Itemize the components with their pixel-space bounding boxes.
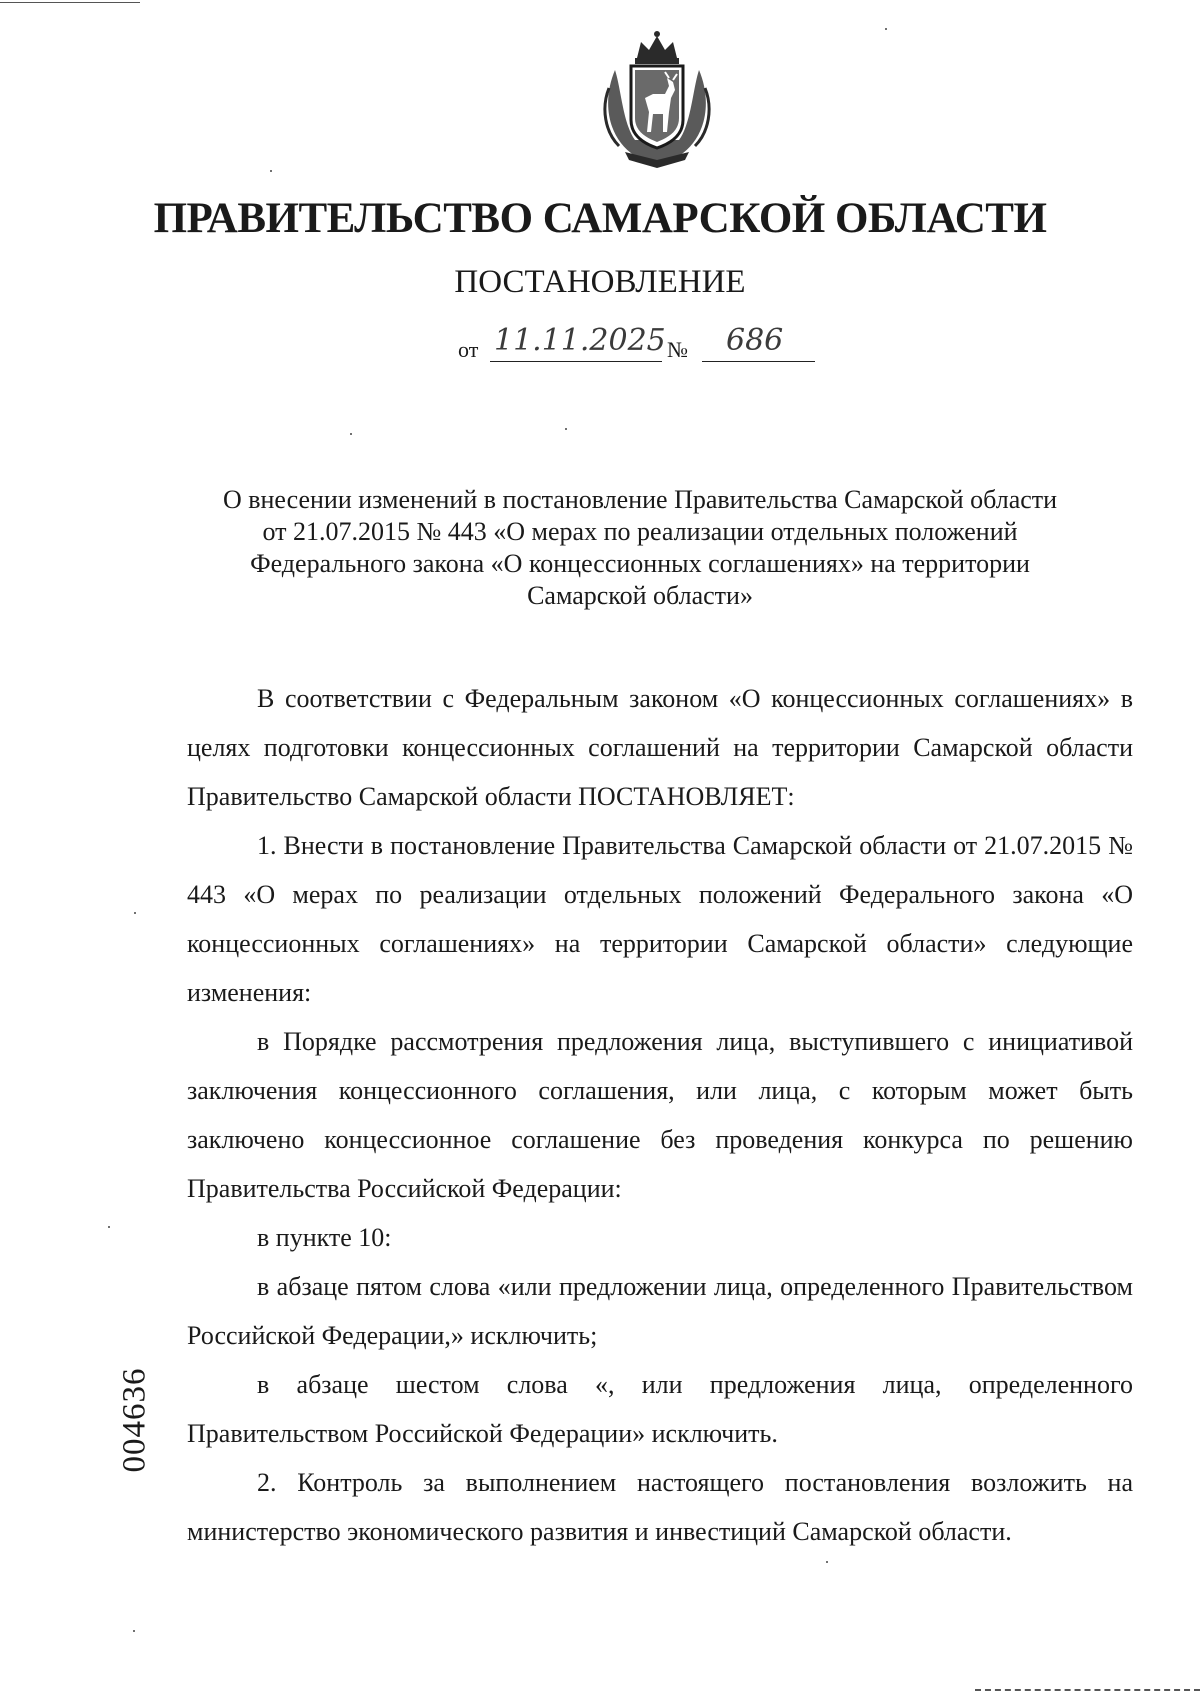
scan-speck	[133, 1630, 135, 1632]
side-stamp-number: 004636	[116, 1367, 153, 1473]
scan-speck	[826, 1561, 828, 1563]
organization-title: ПРАВИТЕЛЬСТВО САМАРСКОЙ ОБЛАСТИ	[153, 195, 1047, 242]
body-paragraph: в пункте 10:	[257, 1223, 392, 1252]
scan-speck	[108, 1226, 110, 1228]
scan-edge-line	[0, 2, 140, 3]
number-value: 686	[726, 323, 784, 358]
scan-speck	[350, 433, 352, 435]
document-date-number	[460, 325, 860, 365]
scan-edge-line	[975, 1689, 1200, 1691]
body-paragraph: в абзаце шестом слова «, или предложения лица, определенного Правительством Российской Федерации» исключить.	[187, 1370, 1133, 1448]
body-paragraph: 1. Внести в постановление Правительства Самарской области от 21.07.2015 № 443 «О мерах по реализации отдельных положений Федерального закона «О концессионных соглашениях» на территории Самарской области» следующие изменения:	[187, 831, 1133, 1007]
scan-speck	[270, 170, 272, 172]
document-body	[187, 674, 1133, 1556]
body-paragraph: 2. Контроль за выполнением настоящего постановления возложить на министерство экономического развития и инвестиций Самарской области.	[187, 1468, 1133, 1546]
scan-speck	[134, 912, 136, 914]
scan-speck	[565, 428, 567, 430]
number-prefix: №	[667, 337, 688, 362]
date-underline	[490, 361, 662, 362]
body-paragraph: в абзаце пятом слова «или предложении лица, определенного Правительством Российской Федерации,» исключить;	[187, 1272, 1133, 1350]
body-paragraph: в Порядке рассмотрения предложения лица, выступившего с инициативой заключения концессионного соглашения, или лица, с которым может быть заключено концессионное соглашение без проведения конкурса по решению Правительства Российской Федерации:	[187, 1027, 1133, 1203]
document-type: ПОСТАНОВЛЕНИЕ	[454, 264, 746, 300]
scan-speck	[885, 28, 887, 30]
subject-line: от 21.07.2015 № 443 «О мерах по реализации отдельных положений	[262, 517, 1018, 546]
date-prefix: от	[458, 337, 479, 362]
coat-of-arms-icon	[595, 28, 720, 168]
subject-line: Федерального закона «О концессионных соглашениях» на территории	[250, 549, 1030, 578]
date-value: 11.11.2025	[494, 323, 666, 358]
subject-line: Самарской области»	[527, 581, 753, 610]
document-subject	[190, 484, 1090, 612]
subject-line: О внесении изменений в постановление Правительства Самарской области	[222, 485, 1058, 514]
number-underline	[702, 361, 815, 362]
body-paragraph: В соответствии с Федеральным законом «О концессионных соглашениях» в целях подготовки концессионных соглашений на территории Самарской области Правительство Самарской области ПОСТАНОВЛЯЕТ:	[187, 684, 1133, 811]
